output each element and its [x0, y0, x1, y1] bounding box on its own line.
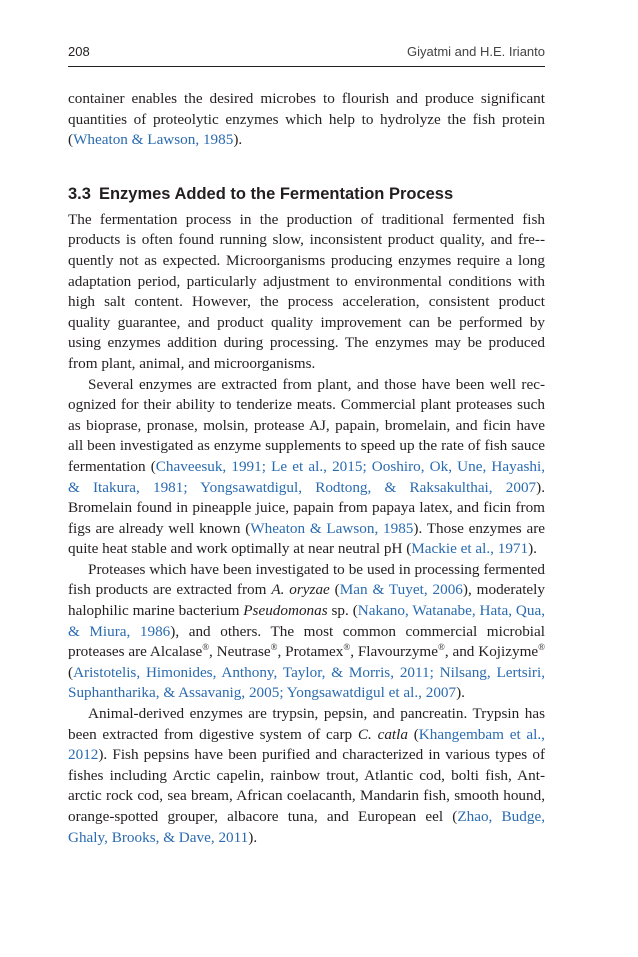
registered-mark: ® [343, 642, 351, 653]
citation-link[interactable]: Chaveesuk, 1991; Le et al., 2015; Ooshiro, Ok, Une, Hayashi, & Itakura, 1981; Yongsawatdigul, Rodtong, & Raksakulthai, 2007 [68, 457, 545, 496]
page-number: 208 [68, 44, 90, 59]
species-name: C. catla [357, 725, 408, 743]
header-rule [68, 66, 545, 67]
registered-mark: ® [437, 642, 445, 653]
paragraph-intro: The fermentation process in the production of traditional fermented fish products is often found running slow, inconsistent product quality, and fre-quently not as expected. Microorganisms producing enzymes require a long adaptation period, particularly adjustment to environmental conditions with high salt content. However, the process acceleration, consistent product quality guarantee, and product quality improvement can be performed by using enzymes addition during processing. The enzymes may be produced from plant, animal, and microorganisms. [68, 210, 545, 372]
citation-link[interactable]: Wheaton & Lawson, 1985 [250, 519, 414, 537]
citation-link[interactable]: Aristotelis, Himonides, Anthony, Taylor, & Morris, 2011; Nilsang, Lertsiri, Suphantharika, & Assavanig, 2005; Yongsawatdigul et al., 2007 [68, 663, 545, 702]
citation-link[interactable]: Zhao, Budge, Ghaly, Brooks, & Dave, 2011 [68, 808, 545, 846]
registered-mark: ® [538, 642, 545, 653]
paragraph-plant-enzymes: Several enzymes are extracted from plant, and those have been well recognized for their ability to tenderize meats. Commercial plant proteases such as bioprase, pronase, molsin, protease AJ, papain, bromelain, and ficin have all been investigated as enzyme supplements to speed up the rate of fish sauce fermentation (Chaveesuk, 1991; Le et al., 2015; Ooshiro, Ok, Une, Hayashi, & Itakura, 1981; Yongsawatdigul, Rodtong, & Raksakulthai, 2007). Bromelain found in pineapple juice, papain from papaya latex, and ficin from figs are already well known (Wheaton & Lawson, 1985). Those enzymes are quite heat stable and work optimally at near neutral pH (Mackie et al., 1971). [68, 375, 546, 558]
section-number: 3.3 [68, 184, 91, 203]
citation-link[interactable]: Man & Tuyet, 2006 [339, 581, 463, 599]
citation-link[interactable]: Wheaton & Lawson, 1985 [73, 131, 234, 149]
section-title: Enzymes Added to the Fermentation Process [98, 184, 454, 203]
paragraph-microbial-enzymes: Proteases which have been investigated to be used in processing fermented fish products are extracted from A. oryzae (Man & Tuyet, 2006), moderately halophilic marine bacterium Pseudomonas sp. (Nakano, Watanabe, Hata, Qua, & Miura, 1986), and others. The most common commercial microbial proteases are Alcalase®, Neutrase®, Protamex®, Flavourzyme®, and Kojizyme® (Aristotelis, Himonides, Anthony, Taylor, & Morris, 2011; Nilsang, Lertsiri, Suphantharika, & Assavanig, 2005; Yongsawatdigul et al., 2007). [68, 560, 546, 702]
registered-mark: ® [202, 642, 210, 653]
body-text [68, 89, 545, 848]
citation-link[interactable]: Mackie et al., 1971 [411, 540, 529, 558]
citation-link[interactable]: Nakano, Watanabe, Hata, Qua, & Miura, 1986 [68, 602, 546, 640]
citation-link[interactable]: Khangembam et al., 2012 [68, 725, 545, 764]
section-heading [68, 184, 545, 204]
genus-name: Pseudomonas [243, 602, 328, 620]
paragraph-animal-enzymes: Animal-derived enzymes are trypsin, pepsin, and pancreatin. Trypsin has been extracted from digestive system of carp C. catla (Khangembam et al., 2012). Fish pepsins have been purified and characterized in various types of fishes including Arctic capelin, rainbow trout, Atlantic cod, bolti fish, Antarctic rock cod, sea bream, African coelacanth, Mandarin fish, smooth hound, orange-spotted grouper, albacore tuna, and European eel (Zhao, Budge, Ghaly, Brooks, & Dave, 2011). [68, 705, 545, 846]
paragraph-continued: container enables the desired microbes to flourish and produce significant quantities of proteolytic enzymes which help to hydrolyze the fish protein (Wheaton & Lawson, 1985). [68, 90, 545, 149]
registered-mark: ® [270, 642, 278, 653]
species-name: A. oryzae [271, 581, 330, 599]
running-head: Giyatmi and H.E. Irianto [407, 44, 545, 59]
